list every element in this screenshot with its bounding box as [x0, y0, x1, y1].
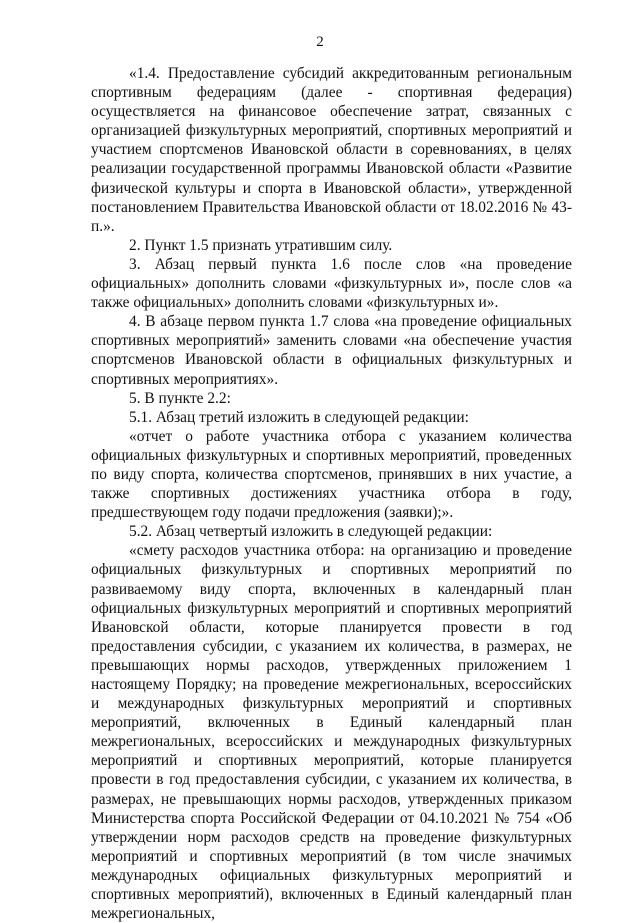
paragraph-item-2: 2. Пункт 1.5 признать утратившим силу.	[129, 236, 393, 254]
paragraph-1-4-subsidies: «1.4. Предоставление субсидий аккредитованным региональным спортивным федерациям (далее - спортивная федерация) осуществляется на финансовое обеспечение затрат, связанных с организацией физкультурных мероприятий, спортивных мероприятий и участием спортсменов Ивановской области в соревнованиях, в целях реализации государственной программы Ивановской области «Развитие физической культуры и спорта в Ивановской области», утвержденной постановлением Правительства Ивановской области от 18.02.2016 № 43-п.».	[91, 65, 572, 235]
paragraph-item-4: 4. В абзаце первом пункта 1.7 слова «на проведение официальных спортивных мероприятий» заменить словами «на обеспечение участия спортсменов Ивановской области в официальных физкультурных и спортивных мероприятиях».	[91, 313, 572, 388]
document-body	[91, 64, 572, 923]
page-number: 2	[316, 34, 324, 50]
paragraph-item-5: 5. В пункте 2.2:	[129, 389, 231, 407]
paragraph-item-5-1: 5.1. Абзац третий изложить в следующей редакции:	[129, 408, 469, 426]
paragraph-item-3: 3. Абзац первый пункта 1.6 после слов «на проведение официальных» дополнить словами «физкультурных и», после слов «а также официальных» дополнить словами «физкультурных и».	[91, 255, 572, 312]
paragraph-item-5-2: 5.2. Абзац четвертый изложить в следующей редакции:	[129, 523, 493, 541]
paragraph-report-quote: «отчет о работе участника отбора с указанием количества официальных физкультурных и спортивных мероприятий, проведенных по виду спорта, количества спортсменов, принявших в них участие, а также спортивных достижениях участника отбора в году, предшествующем году подачи предложения (заявки);».	[91, 427, 572, 522]
paragraph-budget-quote: «смету расходов участника отбора: на организацию и проведение официальных физкультурных и спортивных мероприятий по развиваемому виду спорта, включенных в календарный план официальных физкультурных мероприятий и спортивных мероприятий Ивановской области, которые планируется провести в год предоставления субсидии, с указанием их количества, в размерах, не превышающих нормы расходов, утвержденных приложением 1 настоящему Порядку; на проведение межрегиональных, всероссийских и международных физкультурных мероприятий и спортивных мероприятий, включенных в Единый календарный план межрегиональных, всероссийских и международных физкультурных мероприятий и спортивных мероприятий, которые планируется провести в год предоставления субсидии, с указанием их количества, в размерах, не превышающих нормы расходов, утвержденных приказом Министерства спорта Российской Федерации от 04.10.2021 № 754 «Об утверждении норм расходов средств на проведение физкультурных мероприятий и спортивных мероприятий (в том числе значимых международных официальных физкультурных мероприятий и спортивных мероприятий), включенных в Единый календарный план межрегиональных,	[91, 542, 572, 923]
